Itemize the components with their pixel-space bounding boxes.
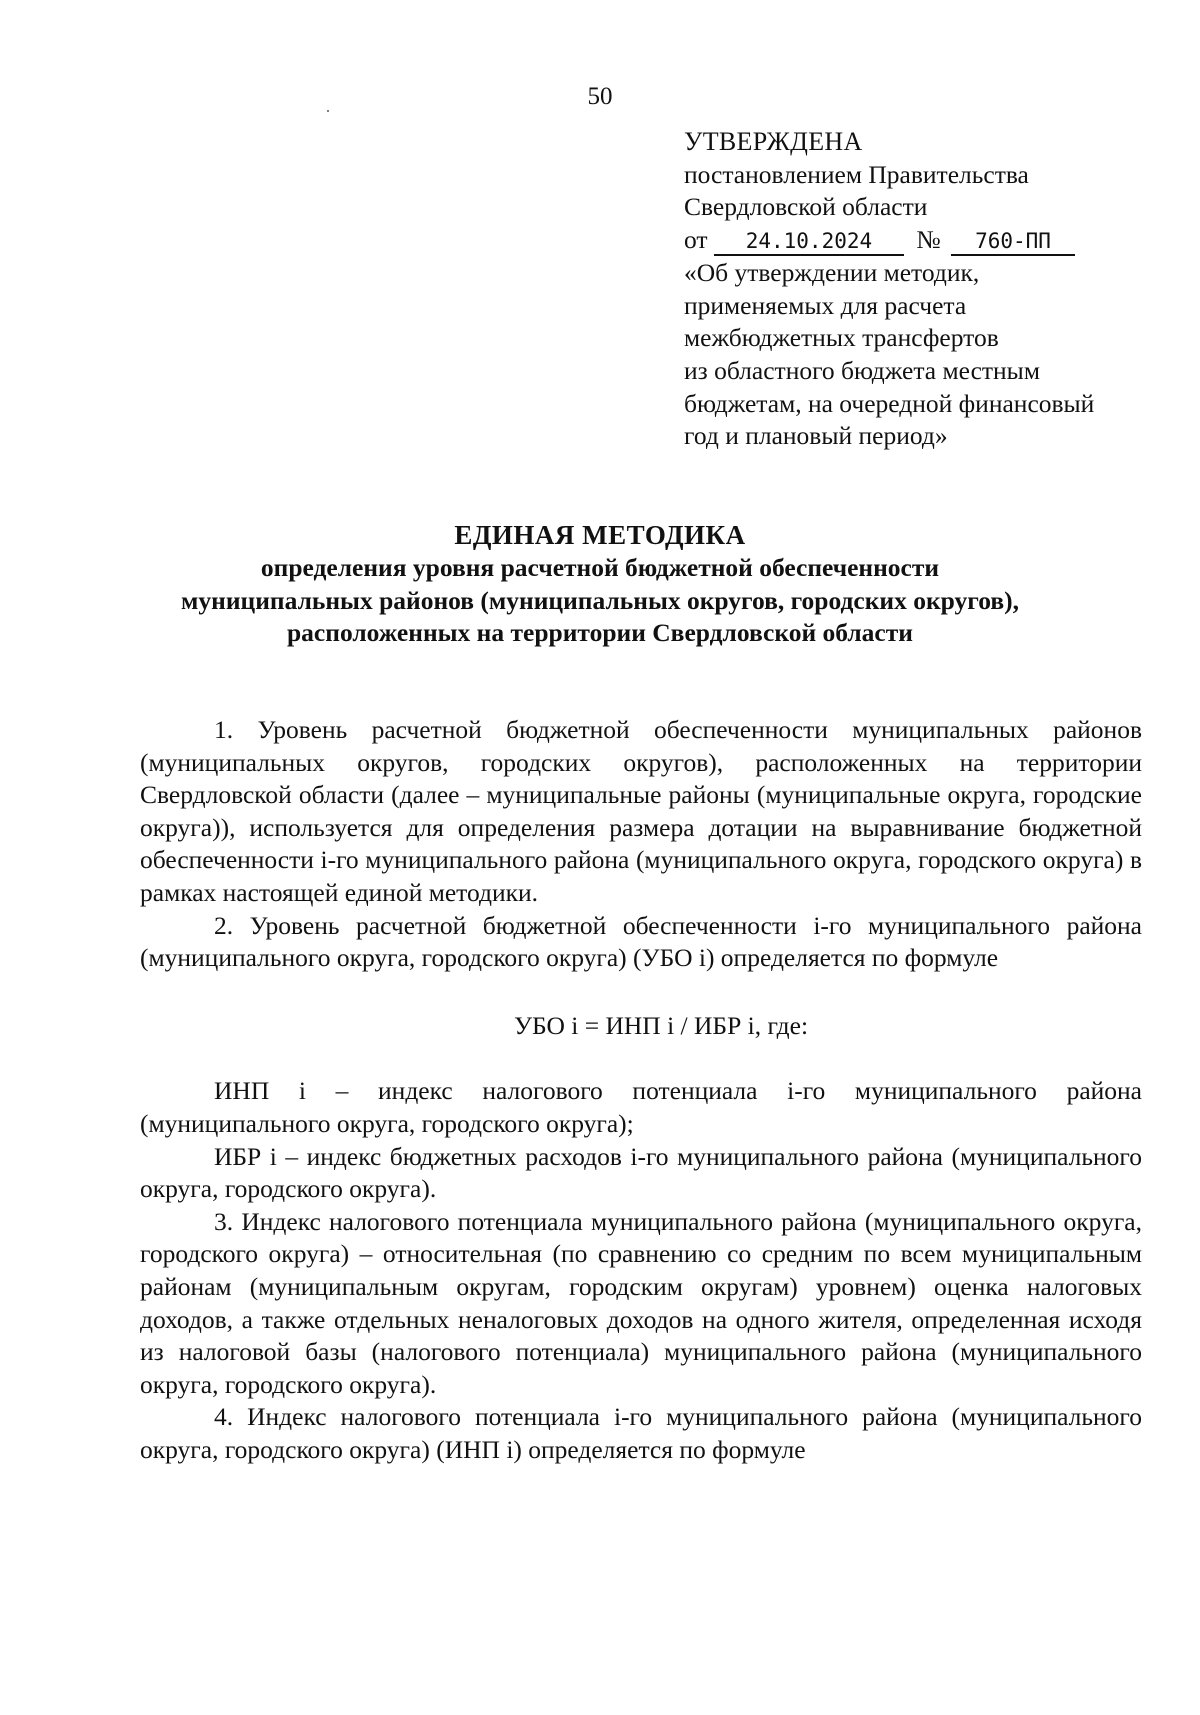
approval-line: постановлением Правительства [684, 159, 1029, 189]
decree-number: 760-ПП [951, 228, 1075, 256]
paragraph-4: 4. Индекс налогового потенциала i-го муниципального района (муниципального округа, городского округа) (ИНП i) определяется по формуле [140, 1402, 1142, 1464]
number-sign: № [916, 225, 941, 255]
paragraph-2: 2. Уровень расчетной бюджетной обеспеченности i-го муниципального района (муниципального округа, городского округа) (УБО i) определяется по формуле [140, 910, 1142, 973]
formula-ubo: УБО i = ИНП i / ИБР i, где: [513, 1010, 809, 1040]
date-prefix: от [684, 225, 708, 255]
definition-inp: ИНП i – индекс налогового потенциала i-го муниципального района (муниципального округа, городского округа); [140, 1076, 1142, 1138]
approval-heading: УТВЕРЖДЕНА [684, 127, 863, 156]
title-sub-line: муниципальных районов (муниципальных округов, городских округов), [181, 585, 1019, 615]
decree-title-line: год и плановый период» [684, 421, 948, 451]
title-sub-line: расположенных на территории Свердловской области [287, 618, 913, 647]
date-value: 24.10.2024 [714, 228, 904, 256]
approval-line: Свердловской области [684, 192, 928, 222]
scan-speck [327, 110, 329, 112]
title-sub-line: определения уровня расчетной бюджетной обеспеченности [260, 553, 940, 582]
decree-title-line: применяемых для расчета [684, 290, 967, 320]
approval-stamp-block [684, 126, 1164, 453]
decree-title-line: из областного бюджета местным [684, 355, 1040, 385]
decree-title-line: «Об утверждении методик, [684, 257, 980, 287]
paragraph-3: 3. Индекс налогового потенциала муниципального района (муниципального округа, городского округа) – относительная (по сравнению со средним по всем муниципальным районам (муниципальным округам, городским округам) уровнем) оценка налоговых доходов, а также отдельных неналоговых доходов на одного жителя, определенная исходя из налоговой базы (налогового потенциала) муниципального района (муниципального округа, городского округа). [140, 1206, 1142, 1399]
paragraph-1: 1. Уровень расчетной бюджетной обеспеченности муниципальных районов (муниципальных округов, городских округов), расположенных на территории Свердловской области (далее – муниципальные районы (муниципальные округа, городские округа)), используется для определения размера дотации на выравнивание бюджетной обеспеченности i-го муниципального района (муниципального округа, городского округа) в рамках настоящей единой методики. [140, 715, 1142, 907]
document-title [100, 518, 1100, 650]
decree-title-line: бюджетам, на очередной финансовый [684, 388, 1095, 418]
approval-date-row [684, 224, 1164, 257]
definition-ibr: ИБР i – индекс бюджетных расходов i-го муниципального района (муниципального округа, городского округа). [140, 1141, 1142, 1204]
decree-title-line: межбюджетных трансфертов [684, 323, 999, 353]
document-body [140, 714, 1142, 1466]
page-number: 50 [587, 83, 613, 110]
title-main: ЕДИНАЯ МЕТОДИКА [454, 520, 746, 550]
